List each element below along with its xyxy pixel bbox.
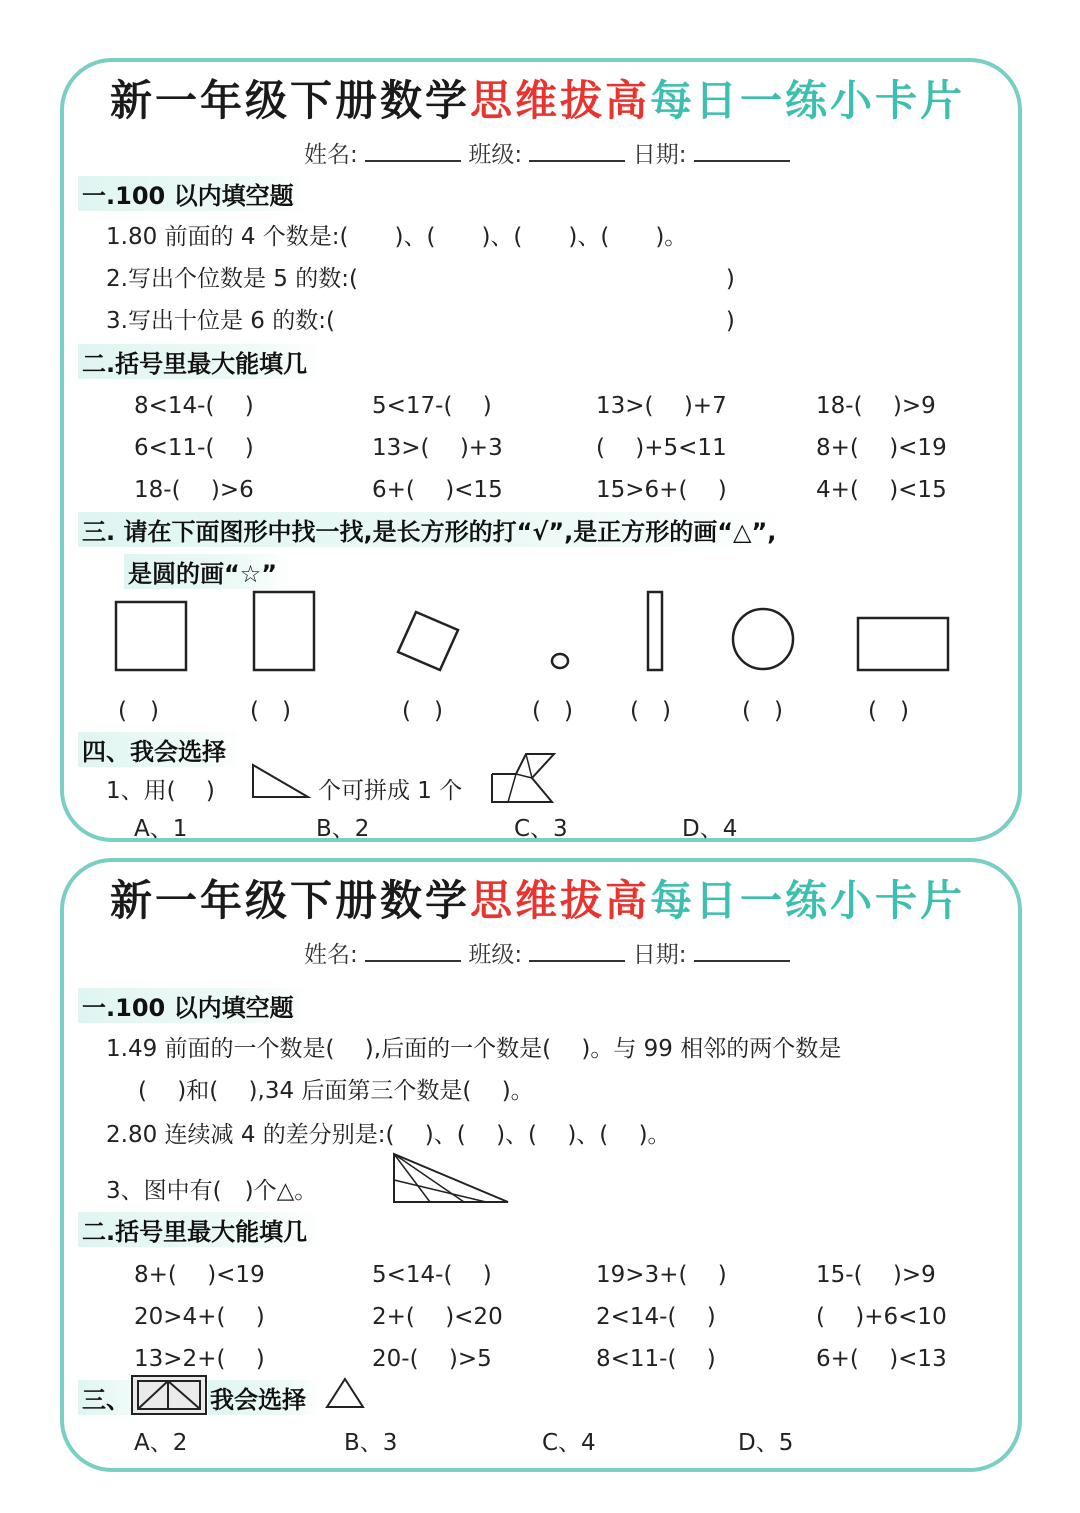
right-triangle-icon bbox=[250, 762, 312, 800]
student-info-row bbox=[304, 136, 790, 169]
student-info-row bbox=[304, 936, 790, 969]
inequality: 8+( )<19 bbox=[134, 1262, 265, 1288]
inequality: 5<17-( ) bbox=[372, 393, 492, 419]
section-heading: 一.100 以内填空题 bbox=[78, 988, 310, 1023]
inequality: 2+( )<20 bbox=[372, 1304, 503, 1330]
name-label: 姓名: bbox=[304, 942, 358, 968]
option-c[interactable]: C、3 bbox=[514, 816, 568, 842]
card-title bbox=[110, 68, 965, 128]
class-label: 班级: bbox=[468, 942, 523, 968]
choice-question-b: 个可拼成 1 个 bbox=[318, 778, 463, 804]
title-part-teal: 每日一练小卡片 bbox=[650, 76, 966, 125]
date-field[interactable] bbox=[694, 142, 790, 162]
inequality: ( )+5<11 bbox=[596, 435, 727, 461]
title-part-red: 思维拔高 bbox=[470, 876, 651, 925]
section-heading: 二.括号里最大能填几 bbox=[78, 344, 323, 379]
question-3: 3.写出十位是 6 的数:( ) bbox=[106, 308, 735, 334]
worksheet-card-2 bbox=[60, 858, 1022, 1472]
inequality: 15>6+( ) bbox=[596, 477, 727, 503]
section-heading-cont: 是圆的画“☆” bbox=[124, 554, 293, 589]
option-b[interactable]: B、3 bbox=[344, 1430, 398, 1456]
inequality: 20-( )>5 bbox=[372, 1346, 492, 1372]
question-2: 2.写出个位数是 5 的数:( ) bbox=[106, 266, 735, 292]
question-2: 2.80 连续减 4 的差分别是:( )、( )、( )、( )。 bbox=[106, 1122, 671, 1148]
inequality: 8<14-( ) bbox=[134, 393, 254, 419]
inequality: 18-( )>9 bbox=[816, 393, 936, 419]
section-heading-prefix: 三、 bbox=[78, 1380, 146, 1415]
answer-paren[interactable]: ( ) bbox=[630, 698, 671, 724]
section-heading: 三. 请在下面图形中找一找,是长方形的打“√”,是正方形的画“△”, bbox=[78, 512, 792, 547]
inequality: 6<11-( ) bbox=[134, 435, 254, 461]
title-part-black: 新一年级下册数学 bbox=[110, 876, 471, 925]
class-field[interactable] bbox=[529, 942, 625, 962]
triangle-figure-icon bbox=[390, 1150, 512, 1206]
class-field[interactable] bbox=[529, 142, 625, 162]
inequality: 6+( )<13 bbox=[816, 1346, 947, 1372]
answer-paren[interactable]: ( ) bbox=[532, 698, 573, 724]
section-heading: 我会选择 bbox=[208, 1380, 322, 1415]
title-part-black: 新一年级下册数学 bbox=[110, 76, 471, 125]
question-1: 1.80 前面的 4 个数是:( )、( )、( )、( )。 bbox=[106, 224, 688, 250]
option-c[interactable]: C、4 bbox=[542, 1430, 596, 1456]
inequality: 5<14-( ) bbox=[372, 1262, 492, 1288]
triangle-icon bbox=[324, 1376, 366, 1410]
answer-paren[interactable]: ( ) bbox=[742, 698, 783, 724]
answer-paren[interactable]: ( ) bbox=[118, 698, 159, 724]
composite-shape-icon bbox=[488, 750, 558, 806]
inequality: 13>( )+7 bbox=[596, 393, 727, 419]
inequality: 4+( )<15 bbox=[816, 477, 947, 503]
section-heading: 四、我会选择 bbox=[78, 732, 242, 767]
square-icon bbox=[114, 600, 188, 672]
rotated-square-icon bbox=[392, 608, 462, 674]
inequality: 20>4+( ) bbox=[134, 1304, 265, 1330]
question-1-cont: ( )和( ),34 后面第三个数是( )。 bbox=[138, 1078, 534, 1104]
thin-rectangle-icon bbox=[646, 590, 666, 672]
section-heading: 二.括号里最大能填几 bbox=[78, 1212, 323, 1247]
option-d[interactable]: D、5 bbox=[738, 1430, 794, 1456]
question-3: 3、图中有( )个△。 bbox=[106, 1178, 318, 1204]
rectangle-wide-icon bbox=[856, 616, 950, 672]
inequality: 13>( )+3 bbox=[372, 435, 503, 461]
inequality: 6+( )<15 bbox=[372, 477, 503, 503]
inequality: 2<14-( ) bbox=[596, 1304, 716, 1330]
choice-question-a: 1、用( ) bbox=[106, 778, 215, 804]
date-field[interactable] bbox=[694, 942, 790, 962]
rectangle-tall-icon bbox=[252, 590, 316, 672]
card-title bbox=[110, 868, 965, 928]
answer-paren[interactable]: ( ) bbox=[868, 698, 909, 724]
option-d[interactable]: D、4 bbox=[682, 816, 738, 842]
name-field[interactable] bbox=[365, 142, 461, 162]
option-a[interactable]: A、1 bbox=[134, 816, 188, 842]
name-label: 姓名: bbox=[304, 142, 358, 168]
inequality: 8<11-( ) bbox=[596, 1346, 716, 1372]
option-b[interactable]: B、2 bbox=[316, 816, 370, 842]
date-label: 日期: bbox=[632, 142, 687, 168]
inequality: 18-( )>6 bbox=[134, 477, 254, 503]
class-label: 班级: bbox=[468, 142, 523, 168]
question-1: 1.49 前面的一个数是( ),后面的一个数是( )。与 99 相邻的两个数是 bbox=[106, 1036, 842, 1062]
section-heading: 一.100 以内填空题 bbox=[78, 176, 310, 211]
title-part-red: 思维拔高 bbox=[470, 76, 651, 125]
worksheet-card-1 bbox=[60, 58, 1022, 842]
option-a[interactable]: A、2 bbox=[134, 1430, 188, 1456]
inequality: ( )+6<10 bbox=[816, 1304, 947, 1330]
title-part-teal: 每日一练小卡片 bbox=[650, 876, 966, 925]
inequality: 19>3+( ) bbox=[596, 1262, 727, 1288]
rectangle-divided-icon bbox=[130, 1374, 208, 1416]
inequality: 15-( )>9 bbox=[816, 1262, 936, 1288]
date-label: 日期: bbox=[632, 942, 687, 968]
answer-paren[interactable]: ( ) bbox=[402, 698, 443, 724]
name-field[interactable] bbox=[365, 942, 461, 962]
inequality: 13>2+( ) bbox=[134, 1346, 265, 1372]
inequality: 8+( )<19 bbox=[816, 435, 947, 461]
small-circle-icon bbox=[550, 652, 570, 670]
answer-paren[interactable]: ( ) bbox=[250, 698, 291, 724]
circle-icon bbox=[730, 606, 796, 672]
